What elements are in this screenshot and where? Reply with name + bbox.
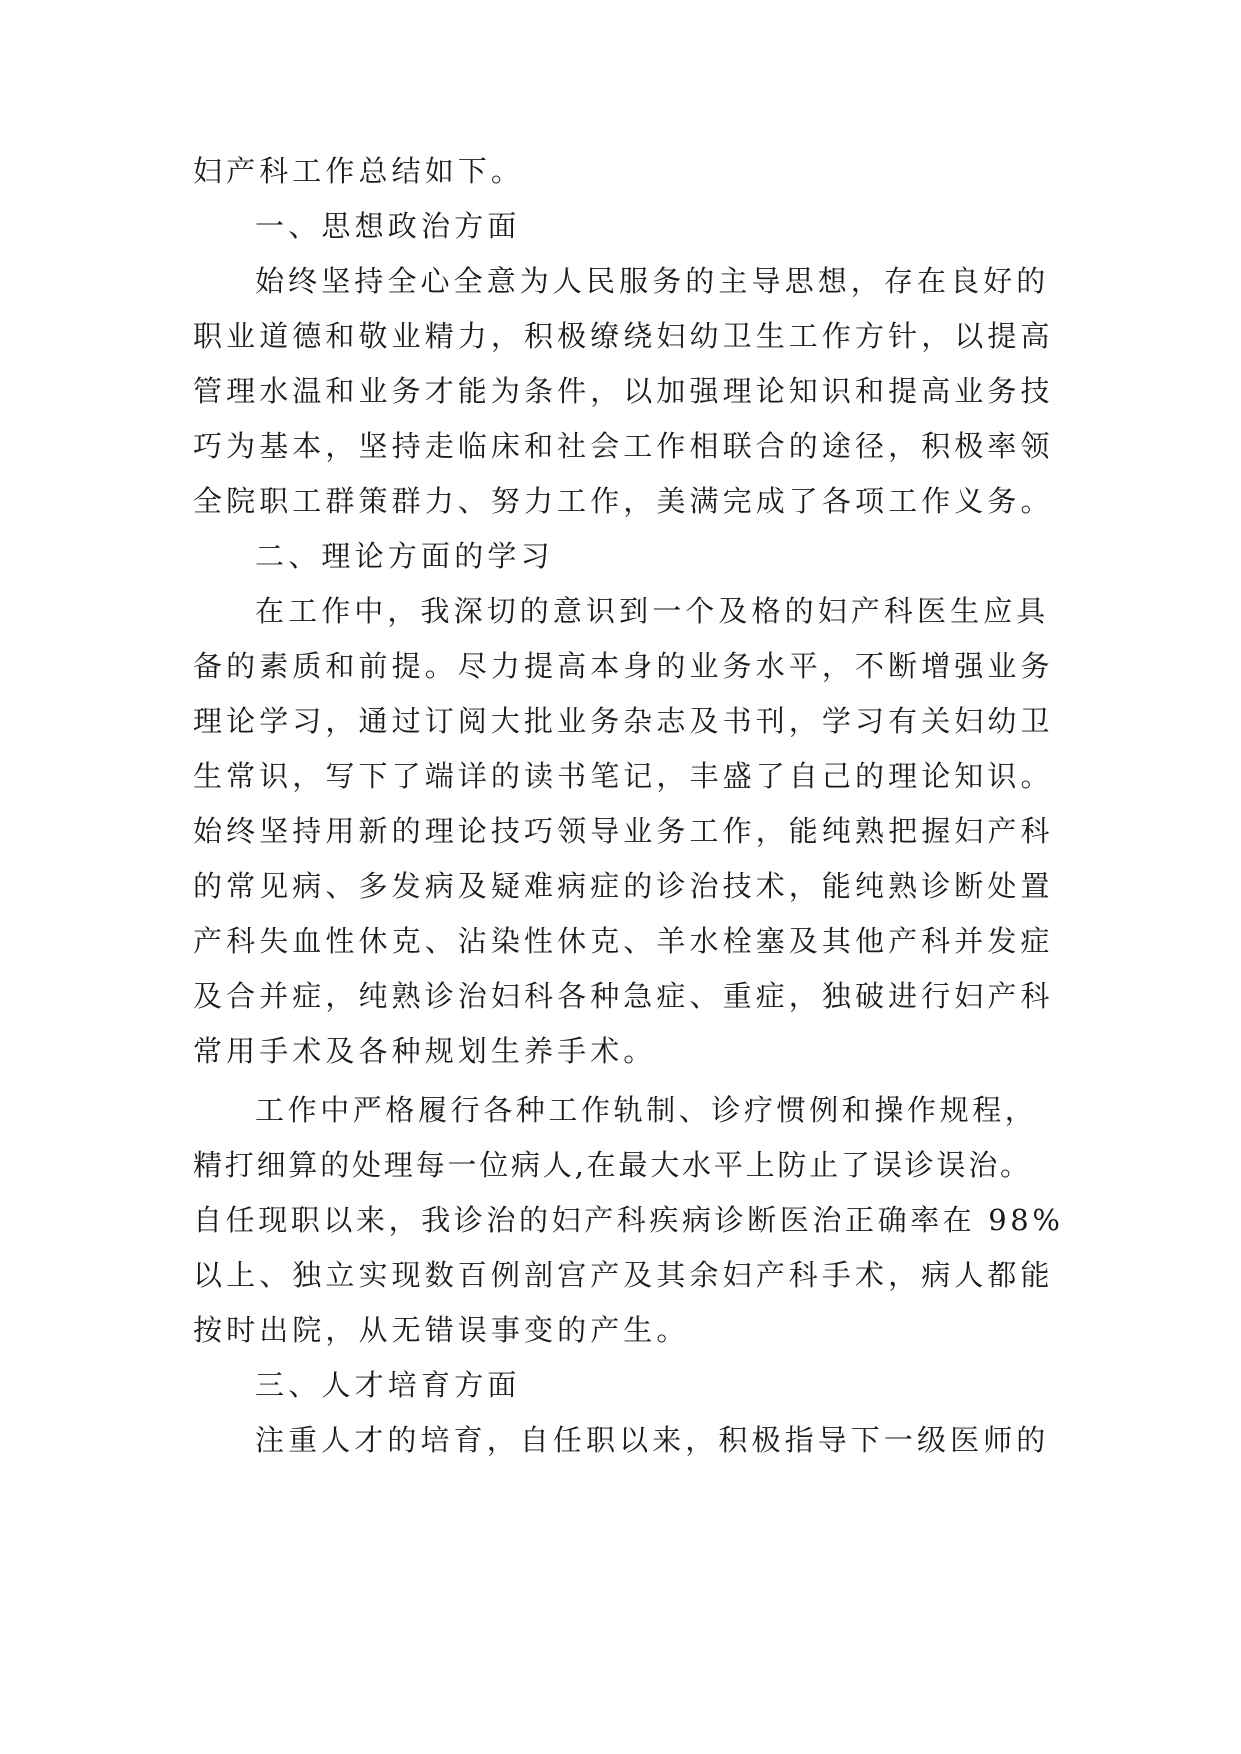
text-line: 始终坚持用新的理论技巧领导业务工作，能纯熟把握妇产科 bbox=[193, 814, 1054, 848]
text-line: 常用手术及各种规划生养手术。 bbox=[193, 1034, 657, 1068]
text-line: 巧为基本，坚持走临床和社会工作相联合的途径，积极率领 bbox=[193, 429, 1054, 463]
text-line: 及合并症，纯熟诊治妇科各种急症、重症，独破进行妇产科 bbox=[193, 979, 1054, 1013]
text-line: 按时出院，从无错误事变的产生。 bbox=[193, 1313, 690, 1347]
text-line: 始终坚持全心全意为人民服务的主导思想，存在良好的 bbox=[255, 264, 1050, 298]
text-line: 理论学习，通过订阅大批业务杂志及书刊，学习有关妇幼卫 bbox=[193, 704, 1054, 738]
section-heading-politics: 一、思想政治方面 bbox=[255, 209, 521, 243]
text-line: 精打细算的处理每一位病人,在最大水平上防止了误诊误治。 bbox=[193, 1148, 1032, 1182]
text-line: 职业道德和敬业精力，积极缭绕妇幼卫生工作方针，以提高 bbox=[193, 319, 1054, 353]
section-heading-theory: 二、理论方面的学习 bbox=[255, 539, 554, 573]
text-line: 注重人才的培育，自任职以来，积极指导下一级医师的 bbox=[255, 1423, 1050, 1457]
text-line: 自任现职以来，我诊治的妇产科疾病诊断医治正确率在 98% bbox=[193, 1203, 1064, 1237]
text-line: 妇产科工作总结如下。 bbox=[193, 154, 525, 188]
text-line: 以上、独立实现数百例剖宫产及其余妇产科手术，病人都能 bbox=[193, 1258, 1054, 1292]
section-heading-talent: 三、人才培育方面 bbox=[255, 1368, 521, 1402]
text-line: 备的素质和前提。尽力提高本身的业务水平，不断增强业务 bbox=[193, 649, 1054, 683]
text-line: 的常见病、多发病及疑难病症的诊治技术，能纯熟诊断处置 bbox=[193, 869, 1054, 903]
text-line: 生常识，写下了端详的读书笔记，丰盛了自己的理论知识。 bbox=[193, 759, 1054, 793]
text-line: 工作中严格履行各种工作轨制、诊疗惯例和操作规程， bbox=[255, 1093, 1038, 1127]
text-line: 管理水温和业务才能为条件，以加强理论知识和提高业务技 bbox=[193, 374, 1054, 408]
text-line: 全院职工群策群力、努力工作，美满完成了各项工作义务。 bbox=[193, 484, 1054, 518]
text-line: 在工作中，我深切的意识到一个及格的妇产科医生应具 bbox=[255, 594, 1050, 628]
text-line: 产科失血性休克、沾染性休克、羊水栓塞及其他产科并发症 bbox=[193, 924, 1054, 958]
